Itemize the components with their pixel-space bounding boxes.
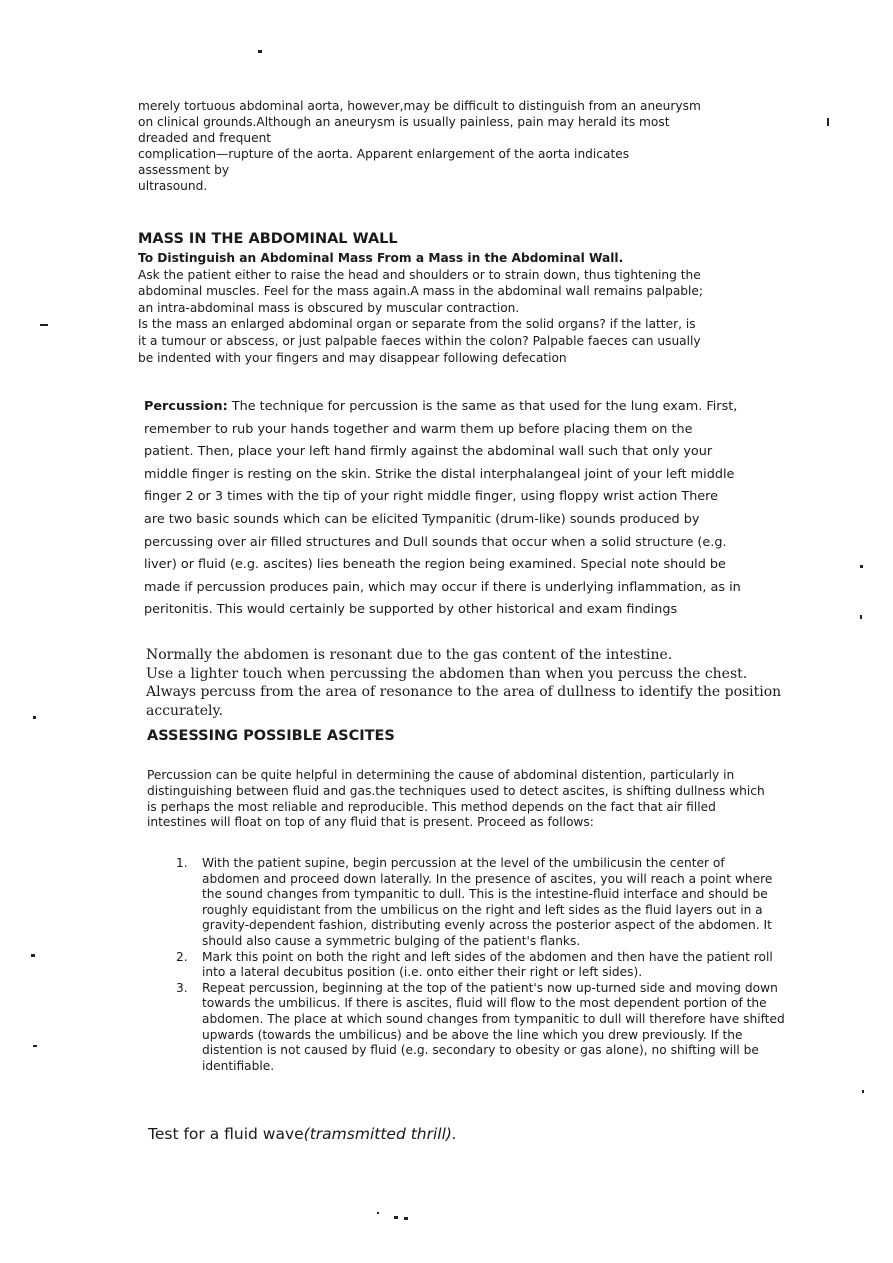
section-heading-ascites: ASSESSING POSSIBLE ASCITES [147, 728, 395, 744]
scan-speck [377, 1212, 379, 1214]
list-item [170, 856, 850, 950]
text-line: ultrasound. [138, 179, 208, 193]
text-line: abdomen and proceed down laterally. In the presence of ascites, you will reach a point where [202, 871, 773, 886]
text-line: The technique for percussion is the same as that used for the lung exam. First, [227, 399, 738, 414]
scan-speck [33, 716, 36, 719]
intro-paragraph [138, 98, 778, 194]
text-line: into a lateral decubitus position (i.e. onto either their right or left sides). [202, 965, 643, 980]
scan-speck [40, 324, 48, 326]
scan-speck [827, 118, 829, 126]
percussion-paragraph [144, 396, 784, 622]
text-line: Use a lighter touch when percussing the abdomen than when you percuss the chest. [146, 665, 748, 682]
text-line: the sound changes from tympanitic to dull. This is the intestine-fluid interface and should be [202, 887, 768, 902]
text-line: accurately. [146, 702, 223, 719]
text-line: Repeat percussion, beginning at the top of the patient's now up-turned side and moving down [202, 980, 778, 995]
text-line: on clinical grounds.Although an aneurysm is usually painless, pain may herald its most [138, 115, 670, 129]
text-line: upwards (towards the umbilicus) and be above the line which you drew previously. If the [202, 1027, 743, 1042]
fluid-wave-text: Test for a fluid wave [148, 1125, 304, 1143]
text-line: abdominal muscles. Feel for the mass again.A mass in the abdominal wall remains palpable; [138, 284, 704, 299]
subheading: To Distinguish an Abdominal Mass From a Mass in the Abdominal Wall. [138, 251, 624, 265]
text-line: towards the umbilicus. If there is ascites, fluid will flow to the most dependent portion of the [202, 996, 767, 1011]
text-line: Is the mass an enlarged abdominal organ or separate from the solid organs? if the latter, is [138, 317, 696, 332]
text-line: distention is not caused by fluid (e.g. secondary to obesity or gas alone), no shifting will be [202, 1043, 759, 1058]
scan-speck [404, 1217, 408, 1220]
text-line: is perhaps the most reliable and reproducible. This method depends on the fact that air filled [147, 799, 716, 814]
text-line: complication—rupture of the aorta. Apparent enlargement of the aorta indicates [138, 147, 630, 161]
fluid-wave-heading [148, 1125, 457, 1143]
text-line: assessment by [138, 163, 230, 177]
scan-speck [394, 1216, 398, 1219]
text-line: Always percuss from the area of resonance to the area of dullness to identify the position [146, 684, 782, 700]
text-line: an intra-abdominal mass is obscured by muscular contraction. [138, 300, 520, 315]
text-line: remember to rub your hands together and warm them up before placing them on the [144, 421, 693, 437]
text-line: patient. Then, place your left hand firmly against the abdominal wall such that only your [144, 444, 713, 460]
text-line: be indented with your fingers and may disappear following defecation [138, 350, 567, 365]
text-line: intestines will float on top of any fluid that is present. Proceed as follows: [147, 815, 594, 830]
percussion-label: Percussion: [144, 399, 228, 414]
section-heading-abdominal-wall: MASS IN THE ABDOMINAL WALL [138, 231, 398, 247]
text-line: it a tumour or abscess, or just palpable faeces within the colon? Palpable faeces can usually [138, 333, 701, 348]
scan-speck [33, 1045, 37, 1047]
ascites-paragraph [147, 768, 787, 831]
text-line: dreaded and frequent [138, 131, 272, 145]
text-line: middle finger is resting on the skin. Strike the distal interphalangeal joint of your left middle [144, 466, 735, 482]
text-line: Percussion can be quite helpful in determining the cause of abdominal distention, particularly in [147, 768, 735, 782]
list-item [170, 950, 850, 981]
list-number: 2. [176, 949, 188, 964]
list-item [170, 981, 850, 1075]
text-line: are two basic sounds which can be elicited Tympanitic (drum-like) sounds produced by [144, 511, 700, 527]
text-line: roughly equidistant from the umbilicus on the right and left sides as the fluid layers out in a [202, 902, 763, 917]
text-line: gravity-dependent fashion, distributing evenly across the posterior aspect of the abdomen. It [202, 918, 772, 933]
text-line: percussing over air filled structures and Dull sounds that occur when a solid structure (e.g. [144, 534, 727, 550]
list-number: 1. [176, 856, 188, 870]
text-line: Mark this point on both the right and left sides of the abdomen and then have the patient roll [202, 949, 773, 964]
text-line: Normally the abdomen is resonant due to the gas content of the intestine. [146, 647, 673, 663]
fluid-wave-italic: (tramsmitted thrill). [303, 1125, 457, 1143]
text-line: merely tortuous abdominal aorta, however,may be difficult to distinguish from an aneurysm [138, 99, 701, 113]
scan-speck [862, 1090, 864, 1093]
scan-speck [258, 50, 262, 53]
ascites-steps-list [170, 856, 850, 1074]
text-line: should also cause a symmetric bulging of the patient's flanks. [202, 933, 581, 948]
scan-speck [31, 954, 35, 957]
text-line: liver) or fluid (e.g. ascites) lies beneath the region being examined. Special note should be [144, 557, 726, 573]
text-line: made if percussion produces pain, which may occur if there is underlying inflammation, as in [144, 579, 741, 595]
text-line: Ask the patient either to raise the head and shoulders or to strain down, thus tightening the [138, 267, 701, 282]
text-line: distinguishing between fluid and gas.the techniques used to detect ascites, is shifting dullness which [147, 783, 765, 798]
text-line: With the patient supine, begin percussion at the level of the umbilicusin the center of [202, 856, 725, 870]
scan-speck [860, 615, 862, 619]
text-line: finger 2 or 3 times with the tip of your right middle finger, using floppy wrist action There [144, 489, 719, 505]
abdominal-wall-paragraph [138, 250, 778, 366]
text-line: peritonitis. This would certainly be supported by other historical and exam findings [144, 602, 678, 618]
resonance-paragraph [146, 646, 786, 720]
list-number: 3. [176, 980, 188, 995]
scan-speck [860, 565, 863, 568]
text-line: identifiable. [202, 1058, 275, 1073]
text-line: abdomen. The place at which sound changes from tympanitic to dull will therefore have shifted [202, 1011, 785, 1026]
